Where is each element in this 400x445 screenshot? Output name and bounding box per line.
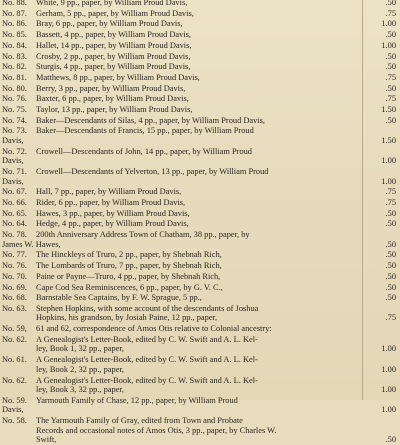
entry-number: No. 75.: [2, 105, 27, 114]
list-item: [0, 209, 400, 219]
entry-title: Hallet, 14 pp., paper, by William Proud Davis,: [36, 40, 192, 50]
list-item: [0, 304, 400, 323]
entry-number: No. 65.: [2, 208, 27, 218]
entry-title: Hedge, 4 pp., paper, by William Proud Davis,: [36, 219, 189, 229]
entry-number: No. 83.: [2, 51, 27, 61]
entry-price: 1.00: [381, 364, 396, 374]
entry-title: Sturgis, 4 pp., paper, by William Proud Davis,: [36, 62, 191, 72]
entry-number: No. 58.: [2, 416, 27, 426]
entry-title: Paine or Payne—Truro, 4 pp., paper, by Shebnah Rich,: [36, 271, 221, 281]
list-item: [0, 94, 400, 104]
entry-title: Baker—Descendants of Francis, 15 pp., paper, by William Proud: [36, 126, 254, 136]
entry-number: No. 81.: [2, 72, 27, 82]
list-item: [0, 52, 400, 62]
entry-price: 1.00: [381, 405, 396, 415]
entry-number: No. 77.: [2, 250, 27, 260]
entry-title-continued: ley, Book 2, 32 pp., paper,: [36, 364, 124, 374]
entry-price: .50: [385, 435, 396, 445]
entry-title-continued: Records and occasional notes of Amos Otis, 3 pp., paper, by Charles W.: [36, 425, 277, 435]
list-item: [0, 376, 400, 395]
list-item: [0, 147, 400, 166]
entry-title: Matthews, 8 pp., paper, by William Proud Davis,: [36, 72, 200, 82]
entry-title: Taylor, 13 pp., paper, by William Proud Davis,: [36, 105, 193, 114]
entry-title-continued: ley, Book 3, 32 pp., paper,: [36, 385, 124, 395]
entry-number: No. 62.: [2, 334, 27, 344]
list-item: [0, 198, 400, 208]
list-item: [0, 272, 400, 282]
entry-price: .50: [385, 115, 396, 125]
entry-price: .50: [385, 30, 396, 40]
entry-number: No. 74.: [2, 115, 27, 125]
list-item: [0, 416, 400, 445]
entry-number: No. 62.: [2, 375, 27, 385]
entry-title: The Yarmouth Family of Gray, edited from Town and Probate: [36, 416, 243, 426]
list-item: [0, 62, 400, 72]
entry-title: A Genealogist's Letter-Book, edited by C. W. Swift and A. L. Kel-: [36, 334, 258, 344]
list-item: [0, 293, 400, 303]
entry-price: 1.50: [381, 135, 396, 145]
entry-number: No. 87.: [2, 8, 27, 18]
entry-price: 1.00: [381, 19, 396, 29]
entry-title: Bassett, 4 pp., paper, by William Proud Davis,: [36, 30, 192, 40]
entry-title-continued: Davis,: [2, 156, 24, 166]
entry-title: A Genealogist's Letter-Book, edited by C. W. Swift and A. L. Kel-: [36, 355, 258, 365]
entry-title: Crowell—Descendants of Yelverton, 13 pp., paper, by William Proud: [36, 167, 269, 176]
list-item: [0, 84, 400, 94]
entry-title: Hawes, 3 pp., paper, by William Proud Davis,: [36, 208, 190, 218]
list-item: [0, 219, 400, 229]
entry-number: No. 71.: [2, 167, 27, 176]
entry-number: No. 72.: [2, 146, 27, 156]
entry-price: .50: [385, 271, 396, 281]
list-item: [0, 396, 400, 415]
entry-number: No. 78.: [2, 230, 27, 240]
entry-number: No. 61.: [2, 355, 27, 365]
list-item: [0, 73, 400, 83]
entry-price: .50: [385, 261, 396, 271]
entry-title: Crosby, 2 pp., paper, by William Proud Davis,: [36, 51, 191, 61]
list-item: [0, 19, 400, 29]
entry-price: .75: [385, 72, 396, 82]
entry-number: No. 88.: [2, 0, 27, 7]
entry-title: Hall, 7 pp., paper, by William Proud Davis,: [36, 187, 182, 197]
entry-price: .50: [385, 83, 396, 93]
entry-number: No. 76.: [2, 94, 27, 104]
list-item: [0, 335, 400, 354]
entry-price: .75: [385, 313, 396, 323]
list-item: [0, 324, 400, 334]
entry-price: 1.50: [381, 105, 396, 114]
entry-title: The Lombards of Truro, 7 pp., paper, by Shebnah Rich,: [36, 261, 222, 271]
entry-title: Stephen Hopkins, with some account of the descendants of Joshua: [36, 303, 259, 313]
entry-title: Cape Cod Sea Reminiscences, 6 pp., paper, by G. V. C.,: [36, 282, 223, 292]
entry-title: Baker—Descendants of Silas, 4 pp., paper, by William Proud Davis,: [36, 115, 265, 125]
list-item: [0, 30, 400, 40]
list-item: [0, 126, 400, 145]
entry-title-continued: Hopkins, his grandson, by Josiah Paine, 12 pp., paper,: [36, 313, 218, 323]
list-item: [0, 283, 400, 293]
entry-title: White, 9 pp., paper, by William Proud Davis,: [36, 0, 188, 7]
entry-price: .75: [385, 8, 396, 18]
entry-number: No. 67.: [2, 187, 27, 197]
entry-title: Barnstable Sea Captains, by F. W. Sprague, 5 pp.,: [36, 293, 202, 303]
entry-price: .50: [385, 0, 396, 7]
list-item: [0, 187, 400, 197]
entry-title: 200th Anniversary Address Town of Chatham, 38 pp., paper, by: [36, 230, 250, 240]
entry-price: .50: [385, 239, 396, 249]
entry-number: No. 63.: [2, 303, 27, 313]
list-item: [0, 9, 400, 19]
entry-number: No. 82.: [2, 62, 27, 72]
entry-price: 1.00: [381, 176, 396, 186]
list-item: [0, 230, 400, 249]
entry-title-continued: Davis,: [2, 176, 24, 186]
entry-title-continued: Swift,: [36, 435, 57, 445]
list-item: [0, 0, 400, 8]
entry-title-continued: Davis,: [2, 405, 24, 415]
entry-number: No. 86.: [2, 19, 27, 29]
entry-price: .75: [385, 198, 396, 207]
entry-title: 61 and 62, correspondence of Amos Otis relative to Colonial ancestry:: [36, 324, 272, 334]
entry-title: Baxter, 6 pp., paper, by William Proud Davis,: [36, 94, 189, 104]
entry-number: No. 68.: [2, 293, 27, 303]
entry-title: Crowell—Descendants of John, 14 pp., paper, by William Proud: [36, 146, 252, 156]
entry-price: 1.00: [381, 385, 396, 395]
entry-price: 1.00: [381, 156, 396, 166]
entry-number: No. 76.: [2, 261, 27, 271]
entry-number: No. 69.: [2, 282, 27, 292]
entry-price: .75: [385, 94, 396, 104]
entry-number: No. 84.: [2, 40, 27, 50]
entry-number: No. 85.: [2, 30, 27, 40]
list-item: [0, 41, 400, 51]
entry-title-continued: ley, Book 1, 32 pp., paper,: [36, 344, 124, 354]
list-item: [0, 105, 400, 115]
entry-title: A Genealogist's Letter-Book, edited by C. W. Swift and A. L. Kel-: [36, 375, 258, 385]
entry-title-continued: Davis,: [2, 135, 24, 145]
entry-number: No. 70.: [2, 271, 27, 281]
entry-price: .50: [385, 208, 396, 218]
entry-title: The Hinckleys of Truro, 2 pp., paper, by Shebnah Rich,: [36, 250, 222, 260]
entry-price: .50: [385, 250, 396, 260]
entry-title: Yarmouth Family of Chase, 12 pp., paper, by William Proud: [36, 395, 238, 405]
entry-price: .50: [385, 282, 396, 292]
entry-title: Gerham, 5 pp., paper, by William Proud Davis,: [36, 8, 194, 18]
entry-price: .50: [385, 293, 396, 303]
entry-number: No. 59.: [2, 395, 27, 405]
entry-title: Rider, 6 pp., paper, by William Proud Davis,: [36, 198, 186, 207]
entry-price: .50: [385, 62, 396, 72]
entry-title-continued: James W. Hawes,: [2, 239, 61, 249]
entry-number: No. 73.: [2, 126, 27, 136]
entry-number: No. 59,: [2, 324, 27, 334]
list-item: [0, 116, 400, 126]
list-item: [0, 167, 400, 186]
list-item: [0, 261, 400, 271]
list-item: [0, 250, 400, 260]
list-item: [0, 355, 400, 374]
entry-number: No. 80.: [2, 83, 27, 93]
entry-price: .75: [385, 187, 396, 197]
entry-price: 1.00: [381, 344, 396, 354]
entry-price: 1.00: [381, 40, 396, 50]
entry-title: Berry, 3 pp., paper, by William Proud Davis,: [36, 83, 186, 93]
entry-number: No. 66.: [2, 198, 27, 207]
entry-price: .50: [385, 219, 396, 229]
entry-price: .50: [385, 51, 396, 61]
entry-title: Bray, 6 pp., paper, by William Proud Davis,: [36, 19, 183, 29]
entry-number: No. 64.: [2, 219, 27, 229]
